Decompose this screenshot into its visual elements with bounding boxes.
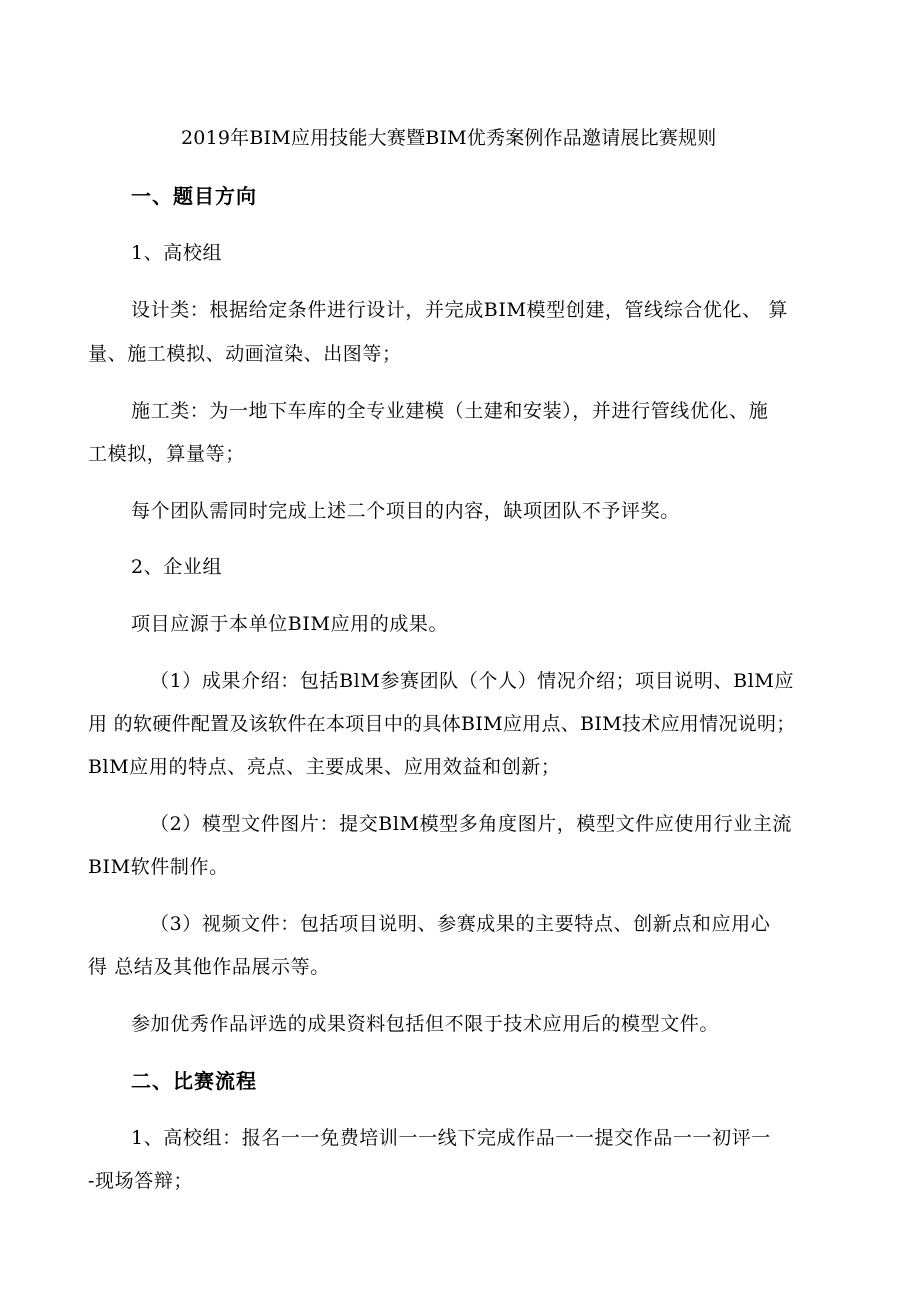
section-heading-competition-process: 二、比赛流程 (131, 1069, 257, 1093)
item-1-line-1: （1）成果介绍：包括BlM参赛团队（个人）情况介绍；项目说明、BlM应 (150, 670, 795, 692)
process-university-line-1: 1、高校组：报名一一免费培训一一线下完成作品一一提交作品一一初评一 (131, 1127, 771, 1149)
group-label-enterprise: 2、企业组 (131, 556, 223, 578)
materials-paragraph: 参加优秀作品评选的成果资料包括但不限于技术应用后的模型文件。 (131, 1013, 720, 1035)
design-category-line-2: 量、施工模拟、动画渲染、出图等； (88, 343, 402, 365)
document-title: 2019年BIM应用技能大赛暨BIM优秀案例作品邀请展比赛规则 (181, 127, 717, 149)
team-requirement-paragraph: 每个团队需同时完成上述二个项目的内容，缺项团队不予评奖。 (131, 500, 680, 522)
item-2-line-2: BIM软件制作。 (88, 856, 229, 878)
section-heading-topic-direction: 一、题目方向 (131, 184, 257, 208)
group-label-university: 1、高校组 (131, 242, 223, 264)
item-3-line-1: （3）视频文件：包括项目说明、参赛成果的主要特点、创新点和应用心 (150, 913, 771, 935)
item-1-line-2: 用 的软硬件配置及该软件在本项目中的具体BIM应用点、BIM技术应用情况说明； (88, 713, 796, 735)
project-source-paragraph: 项目应源于本单位BIM应用的成果。 (131, 613, 449, 635)
construction-category-line-2: 工模拟，算量等； (88, 443, 245, 465)
design-category-line-1: 设计类：根据给定条件进行设计，并完成BIM模型创建，管线综合优化、 算 (131, 299, 788, 321)
process-university-line-2: -现场答辩； (88, 1170, 194, 1192)
construction-category-line-1: 施工类：为一地下车库的全专业建模（土建和安装），并进行管线优化、施 (131, 400, 769, 422)
item-3-line-2: 得 总结及其他作品展示等。 (88, 956, 330, 978)
item-2-line-1: （2）模型文件图片：提交BlM模型多角度图片，模型文件应使用行业主流 (150, 813, 792, 835)
item-1-line-3: BlM应用的特点、亮点、主要成果、应用效益和创新； (88, 756, 561, 778)
